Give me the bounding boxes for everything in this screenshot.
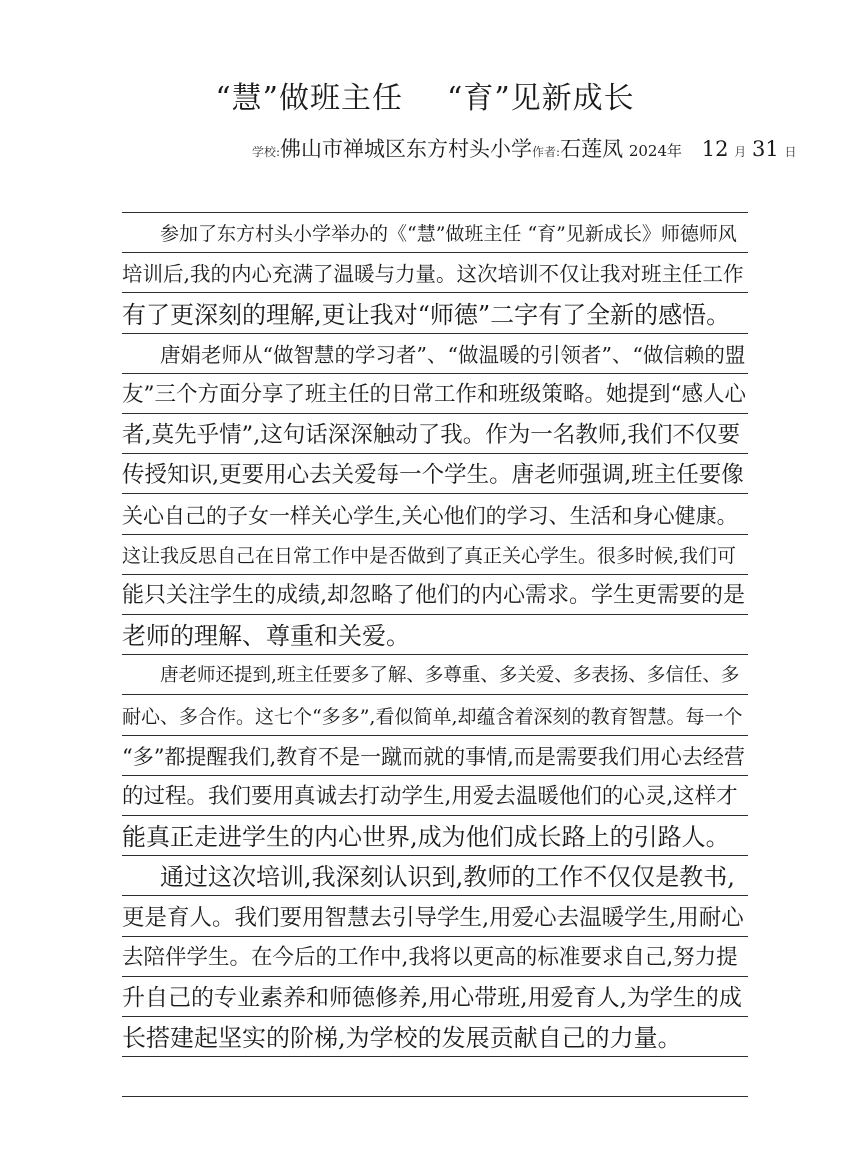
text-line: 参加了东方村头小学举办的《“慧”做班主任 “育”见新成长》师德师风 [160, 223, 737, 245]
text-line: 老师的理解、尊重和关爱。 [122, 622, 410, 650]
essay-title [0, 74, 850, 124]
text-line: 长搭建起坚实的阶梯,为学校的发展贡献自己的力量。 [122, 1024, 682, 1052]
text-line: 有了更深刻的理解,更让我对“师德”二字有了全新的感悟。 [122, 301, 731, 329]
ruled-line [122, 212, 748, 213]
text-line: 唐娟老师从“做智慧的学习者”、“做温暖的引领者”、“做信赖的盟 [160, 343, 746, 367]
school-name: 佛山市禅城区东方村头小学 [280, 137, 533, 161]
author-name: 石莲凤 [560, 137, 624, 161]
author-label: 作者: [532, 145, 561, 159]
text-line: 者,莫先乎情”,这句话深深触动了我。作为一名教师,我们不仅要 [122, 422, 740, 448]
text-line: 通过这次培训,我深刻认识到,教师的工作不仅仅是教书, [160, 863, 735, 891]
text-line: 关心自己的子女一样关心学生,关心他们的学习、生活和身心健康。 [122, 504, 738, 528]
text-line: 升自己的专业素养和师德修养,用心带班,用爱育人,为学生的成 [122, 985, 742, 1011]
text-line: 更是育人。我们要用智慧去引导学生,用爱心去温暖学生,用耐心 [122, 905, 744, 931]
text-line: 唐老师还提到,班主任要多了解、多尊重、多关爱、多表扬、多信任、多 [160, 665, 740, 686]
text-line: 这让我反思自己在日常工作中是否做到了真正关心学生。很多时候,我们可 [122, 545, 737, 567]
month-unit: 月 [734, 145, 747, 159]
date-year: 2024年 [628, 142, 683, 160]
text-line: 能只关注学生的成绩,却忽略了他们的内心需求。学生更需要的是 [122, 583, 745, 608]
date-day: 31 [751, 137, 779, 161]
title-part-1: “慧”做班主任 [215, 81, 403, 116]
text-line: 能真正走进学生的内心世界,成为他们成长路上的引路人。 [122, 823, 730, 851]
text-line: 的过程。我们要用真诚去打动学生,用爱去温暖他们的心灵,这样才 [122, 784, 738, 809]
text-line: “多”都提醒我们,教育不是一蹴而就的事情,而是需要我们用心去经营 [122, 745, 745, 769]
text-line: 友”三个方面分享了班主任的日常工作和班级策略。她提到“感人心 [122, 382, 746, 407]
date-month: 12 [701, 137, 729, 161]
text-line: 耐心、多合作。这七个“多多”,看似简单,却蕴含着深刻的教育智慧。每一个 [122, 706, 743, 728]
school-label: 学校: [252, 145, 281, 159]
text-line: 培训后,我的内心充满了温暖与力量。这次培训不仅让我对班主任工作 [122, 262, 744, 286]
title-part-2: “育”见新成长 [447, 81, 635, 116]
day-unit: 日 [784, 145, 797, 159]
ruled-line [122, 1096, 748, 1097]
meta-line [252, 134, 796, 167]
text-line: 传授知识,更要用心去关爱每一个学生。唐老师强调,班主任要像 [122, 462, 744, 488]
text-line: 去陪伴学生。在今后的工作中,我将以更高的标准要求自己,努力提 [122, 945, 738, 970]
